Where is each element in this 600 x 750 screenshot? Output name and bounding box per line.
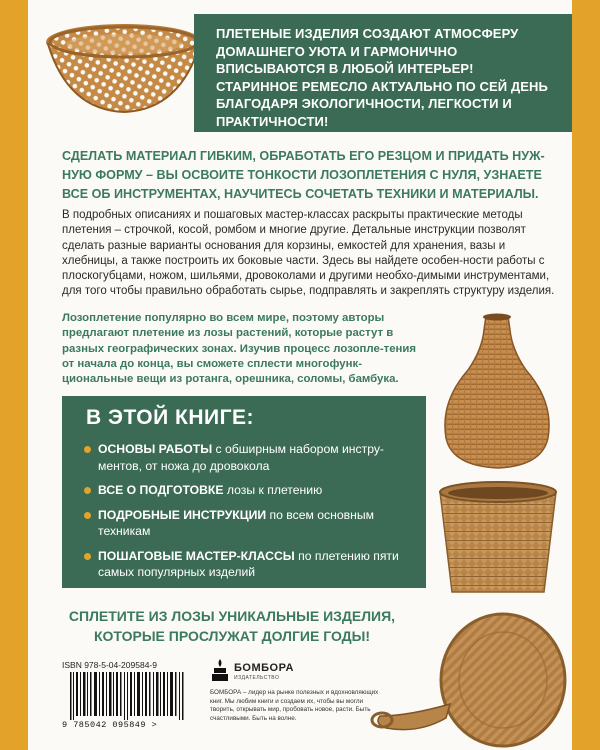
bullet-icon <box>84 446 91 453</box>
wicker-fan-image <box>368 608 568 750</box>
bullet-icon <box>84 512 91 519</box>
barcode-number: 9 785042 095849 > <box>62 720 158 730</box>
wicker-pot-image <box>428 478 568 598</box>
bullet-icon <box>84 553 91 560</box>
features-box <box>62 396 426 588</box>
features-title: В ЭТОЙ КНИГЕ: <box>86 406 254 429</box>
feature-item <box>84 548 414 581</box>
feature-bold: ПОДРОБНЫЕ ИНСТРУКЦИИ <box>98 507 267 522</box>
publisher-description: БОМБОРА – лидер на рынке полезных и вдохновляющих книг. Мы любим книги и создаем их, чтобы вы могли творить, открывать мир, пробовать новое, расти. Быть счастливыми. Быть на волне. <box>210 689 379 722</box>
intro-box: ПЛЕТЕНЫЕ ИЗДЕЛИЯ СОЗДАЮТ АТМОСФЕРУ ДОМАШНЕГО УЮТА И ГАРМОНИЧНО ВПИСЫВАЮТСЯ В ЛЮБОЙ ИНТЕРЬЕР! СТАРИННОЕ РЕМЕСЛО АКТУАЛЬНО ПО СЕЙ ДЕНЬ БЛАГОДАРЯ ЭКОЛОГИЧНОСТИ, ЛЕГКОСТИ И ПРАКТИЧНОСТИ! <box>194 14 572 132</box>
wicker-bowl-image <box>38 14 210 118</box>
isbn: ISBN 978-5-04-209584-9 <box>62 660 157 670</box>
feature-text: с обширным набором инстру-ментов, от ножа до дровокола <box>98 442 384 473</box>
bullet-icon <box>84 487 91 494</box>
feature-bold: ОСНОВЫ РАБОТЫ <box>98 442 213 456</box>
logo-subtitle: ИЗДАТЕЛЬСТВО <box>234 675 280 681</box>
features-list <box>84 441 414 589</box>
wicker-vase-image <box>426 310 566 472</box>
feature-item <box>84 507 414 540</box>
feature-item <box>84 482 414 499</box>
barcode-bars <box>62 672 200 720</box>
feature-bold: ВСЕ О ПОДГОТОВКЕ <box>98 483 224 497</box>
feature-text: лозы к плетению <box>223 483 323 497</box>
feature-text: по плетению пяти самых популярных изделий <box>98 548 399 579</box>
closing-text: СПЛЕТИТЕ ИЗ ЛОЗЫ УНИКАЛЬНЫЕ ИЗДЕЛИЯ, КОТОРЫЕ ПРОСЛУЖАТ ДОЛГИЕ ГОДЫ! <box>68 608 396 644</box>
bombora-logo-icon <box>210 658 230 682</box>
back-cover <box>28 0 572 750</box>
feature-text: по всем основным техникам <box>98 507 374 538</box>
logo-name: БОМБОРА <box>234 662 294 674</box>
lead-paragraph: СДЕЛАТЬ МАТЕРИАЛ ГИБКИМ, ОБРАБОТАТЬ ЕГО РЕЗЦОМ И ПРИДАТЬ НУЖ-НУЮ ФОРМУ – ВЫ ОСВОИТЕ ТОНКОСТИ ЛОЗОПЛЕТЕНИЯ С НУЛЯ, УЗНАЕТЕ ВСЕ ОБ ИНСТРУМЕНТАХ, НАУЧИТЕСЬ СОЧЕТАТЬ ТЕХНИКИ И МАТЕРИАЛЫ. <box>62 149 545 201</box>
green-paragraph: Лозоплетение популярно во всем мире, поэтому авторы предлагают плетение из лозы растений, которые растут в разных географических зонах. Изучив процесс лозопле-тения от начала до конца, вы сможете сплести многофунк-циональные вещи из ротанга, орешника, соломы, бамбука. <box>62 312 417 386</box>
barcode <box>62 660 200 732</box>
feature-bold: ПОШАГОВЫЕ МАСТЕР-КЛАССЫ <box>98 548 295 563</box>
feature-item <box>84 441 414 474</box>
body-paragraph: В подробных описаниях и пошаговых мастер-классах раскрыты практические методы плетения – строчкой, косой, ромбом и многие другие. Детальные инструкции позволят сделать разные варианты основания для корзины, емкостей для хранения, вазы и хлебницы, а также построить их боковые части. Здесь вы найдете особен-ности работы с плоскогубцами, ножом, шильями, дровоколами и другими необхо-димыми инструментами, для того чтобы правильно обработать сырье, подправлять и закреплять структуру изделия. <box>62 209 555 298</box>
